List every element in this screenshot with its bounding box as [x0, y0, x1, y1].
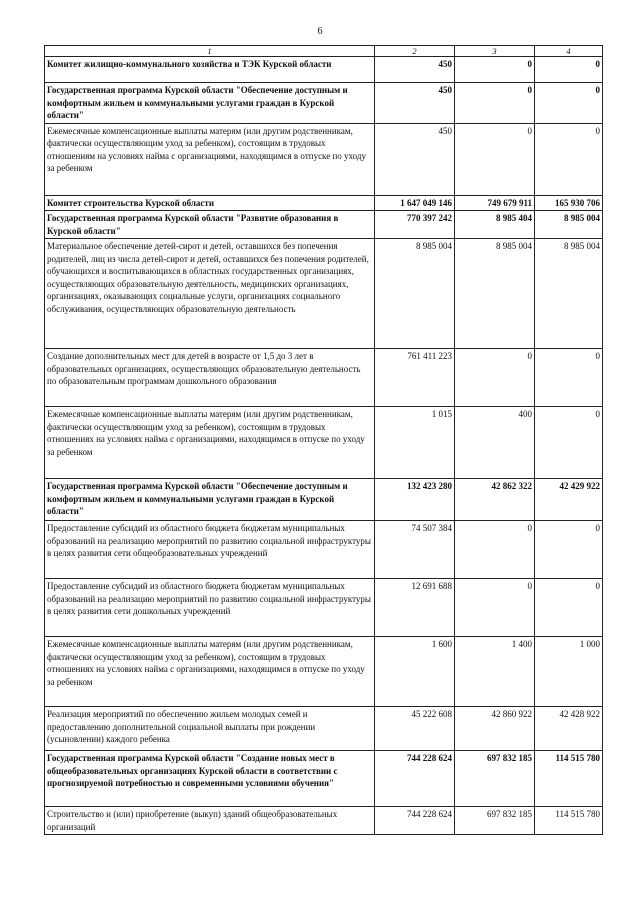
row-value-col2: 450 [375, 83, 455, 124]
row-label: Государственная программа Курской области "Обеспечение доступным и комфортным жильем и коммунальными услугами граждан в Курской области" [45, 83, 375, 124]
table-row [45, 239, 603, 349]
row-value-col4: 8 985 004 [535, 211, 603, 239]
row-value-col3: 0 [455, 83, 535, 124]
row-value-col2: 74 507 384 [375, 521, 455, 579]
table-row [45, 349, 603, 407]
page-number: 6 [317, 26, 323, 37]
row-value-col3: 0 [455, 349, 535, 407]
row-value-col4: 0 [535, 57, 603, 83]
row-value-col4: 42 428 922 [535, 707, 603, 751]
row-value-col4: 0 [535, 349, 603, 407]
table-row [45, 123, 603, 195]
column-number-row [45, 46, 603, 57]
row-label: Материальное обеспечение детей-сирот и детей, оставшихся без попечения родителей, лиц из числа детей-сирот и детей, оставшихся без попечения родителей, обучающихся и воспитывающихся в областных государственных организациях, осуществляющих образовательную деятельность, медицинских организациях, организациях, оказывающих социальные услуги, организациях социального обслуживания, осуществляющих образовательную деятельность [45, 239, 375, 349]
column-header-2: 2 [375, 46, 455, 57]
row-value-col3: 0 [455, 57, 535, 83]
table-row [45, 57, 603, 83]
table-row [45, 407, 603, 479]
row-label: Государственная программа Курской области "Развитие образования в Курской области" [45, 211, 375, 239]
row-value-col3: 400 [455, 407, 535, 479]
row-value-col4: 114 515 780 [535, 807, 603, 835]
row-value-col4: 8 985 004 [535, 239, 603, 349]
row-value-col4: 114 515 780 [535, 751, 603, 807]
column-header-3: 3 [455, 46, 535, 57]
table-row [45, 83, 603, 124]
row-value-col2: 761 411 223 [375, 349, 455, 407]
row-value-col2: 450 [375, 123, 455, 195]
row-value-col2: 8 985 004 [375, 239, 455, 349]
row-value-col2: 1 647 049 146 [375, 195, 455, 211]
row-label: Строительство и (или) приобретение (выкуп) зданий общеобразовательных организаций [45, 807, 375, 835]
table-row [45, 637, 603, 707]
row-label: Создание дополнительных мест для детей в возрасте от 1,5 до 3 лет в образовательных организациях, осуществляющих образовательную деятельность по образовательным программам дошкольного образования [45, 349, 375, 407]
table-row [45, 479, 603, 521]
budget-table [44, 45, 603, 835]
row-value-col3: 0 [455, 123, 535, 195]
row-value-col3: 697 832 185 [455, 751, 535, 807]
row-value-col4: 0 [535, 407, 603, 479]
row-value-col3: 697 832 185 [455, 807, 535, 835]
row-value-col3: 8 985 004 [455, 239, 535, 349]
row-value-col4: 0 [535, 83, 603, 124]
row-value-col2: 1 600 [375, 637, 455, 707]
table-row [45, 807, 603, 835]
row-value-col2: 132 423 280 [375, 479, 455, 521]
row-value-col2: 744 228 624 [375, 751, 455, 807]
row-label: Комитет жилищно-коммунального хозяйства и ТЭК Курской области [45, 57, 375, 83]
column-header-4: 4 [535, 46, 603, 57]
row-value-col4: 165 930 706 [535, 195, 603, 211]
row-label: Ежемесячные компенсационные выплаты матерям (или другим родственникам, фактически осуществляющим уход за ребенком), состоящим в трудовых отношениям на условиях найма с организациями, находящимся в отпуске по уходу за ребенком [45, 123, 375, 195]
row-label: Предоставление субсидий из областного бюджета бюджетам муниципальных образований на реализацию мероприятий по развитию социальной инфраструктуры в целях развития сети общеобразовательных учреждений [45, 521, 375, 579]
row-value-col2: 12 691 688 [375, 579, 455, 637]
table-row [45, 579, 603, 637]
table-row [45, 195, 603, 211]
row-value-col4: 0 [535, 123, 603, 195]
row-value-col3: 42 860 922 [455, 707, 535, 751]
column-header-1: 1 [45, 46, 375, 57]
row-label: Государственная программа Курской области "Обеспечение доступным и комфортным жильем и коммунальными услугами граждан в Курской области" [45, 479, 375, 521]
row-value-col3: 0 [455, 521, 535, 579]
row-value-col3: 8 985 404 [455, 211, 535, 239]
row-label: Комитет строительства Курской области [45, 195, 375, 211]
row-value-col2: 744 228 624 [375, 807, 455, 835]
row-value-col3: 0 [455, 579, 535, 637]
row-value-col4: 42 429 922 [535, 479, 603, 521]
row-value-col2: 45 222 608 [375, 707, 455, 751]
row-value-col3: 42 862 322 [455, 479, 535, 521]
table-row [45, 211, 603, 239]
row-value-col3: 1 400 [455, 637, 535, 707]
row-value-col2: 450 [375, 57, 455, 83]
row-label: Реализация мероприятий по обеспечению жильем молодых семей и предоставлению дополнительной социальной выплаты при рождении (усыновлении) каждого ребенка [45, 707, 375, 751]
table-row [45, 707, 603, 751]
row-label: Ежемесячные компенсационные выплаты матерям (или другим родственникам, фактически осуществляющим уход за ребенком), состоящим в трудовых отношениях на условиях найма с организациями, находящимся в отпуске по уходу за ребенком [45, 407, 375, 479]
table-row [45, 751, 603, 807]
row-value-col2: 770 397 242 [375, 211, 455, 239]
row-value-col4: 1 000 [535, 637, 603, 707]
row-value-col2: 1 015 [375, 407, 455, 479]
row-label: Ежемесячные компенсационные выплаты матерям (или другим родственникам, фактически осуществляющим уход за ребенком), состоящим в трудовых отношениях на условиях найма с организациями, находящимся в отпуске по уходу за ребенком [45, 637, 375, 707]
row-value-col3: 749 679 911 [455, 195, 535, 211]
row-label: Государственная программа Курской области "Создание новых мест в общеобразовательных организациях Курской области в соответствии с прогнозируемой потребностью и современными условиями обучения" [45, 751, 375, 807]
row-value-col4: 0 [535, 579, 603, 637]
row-value-col4: 0 [535, 521, 603, 579]
row-label: Предоставление субсидий из областного бюджета бюджетам муниципальных образований на реализацию мероприятий по развитию социальной инфраструктуры в целях развития сети дошкольных учреждений [45, 579, 375, 637]
table-row [45, 521, 603, 579]
